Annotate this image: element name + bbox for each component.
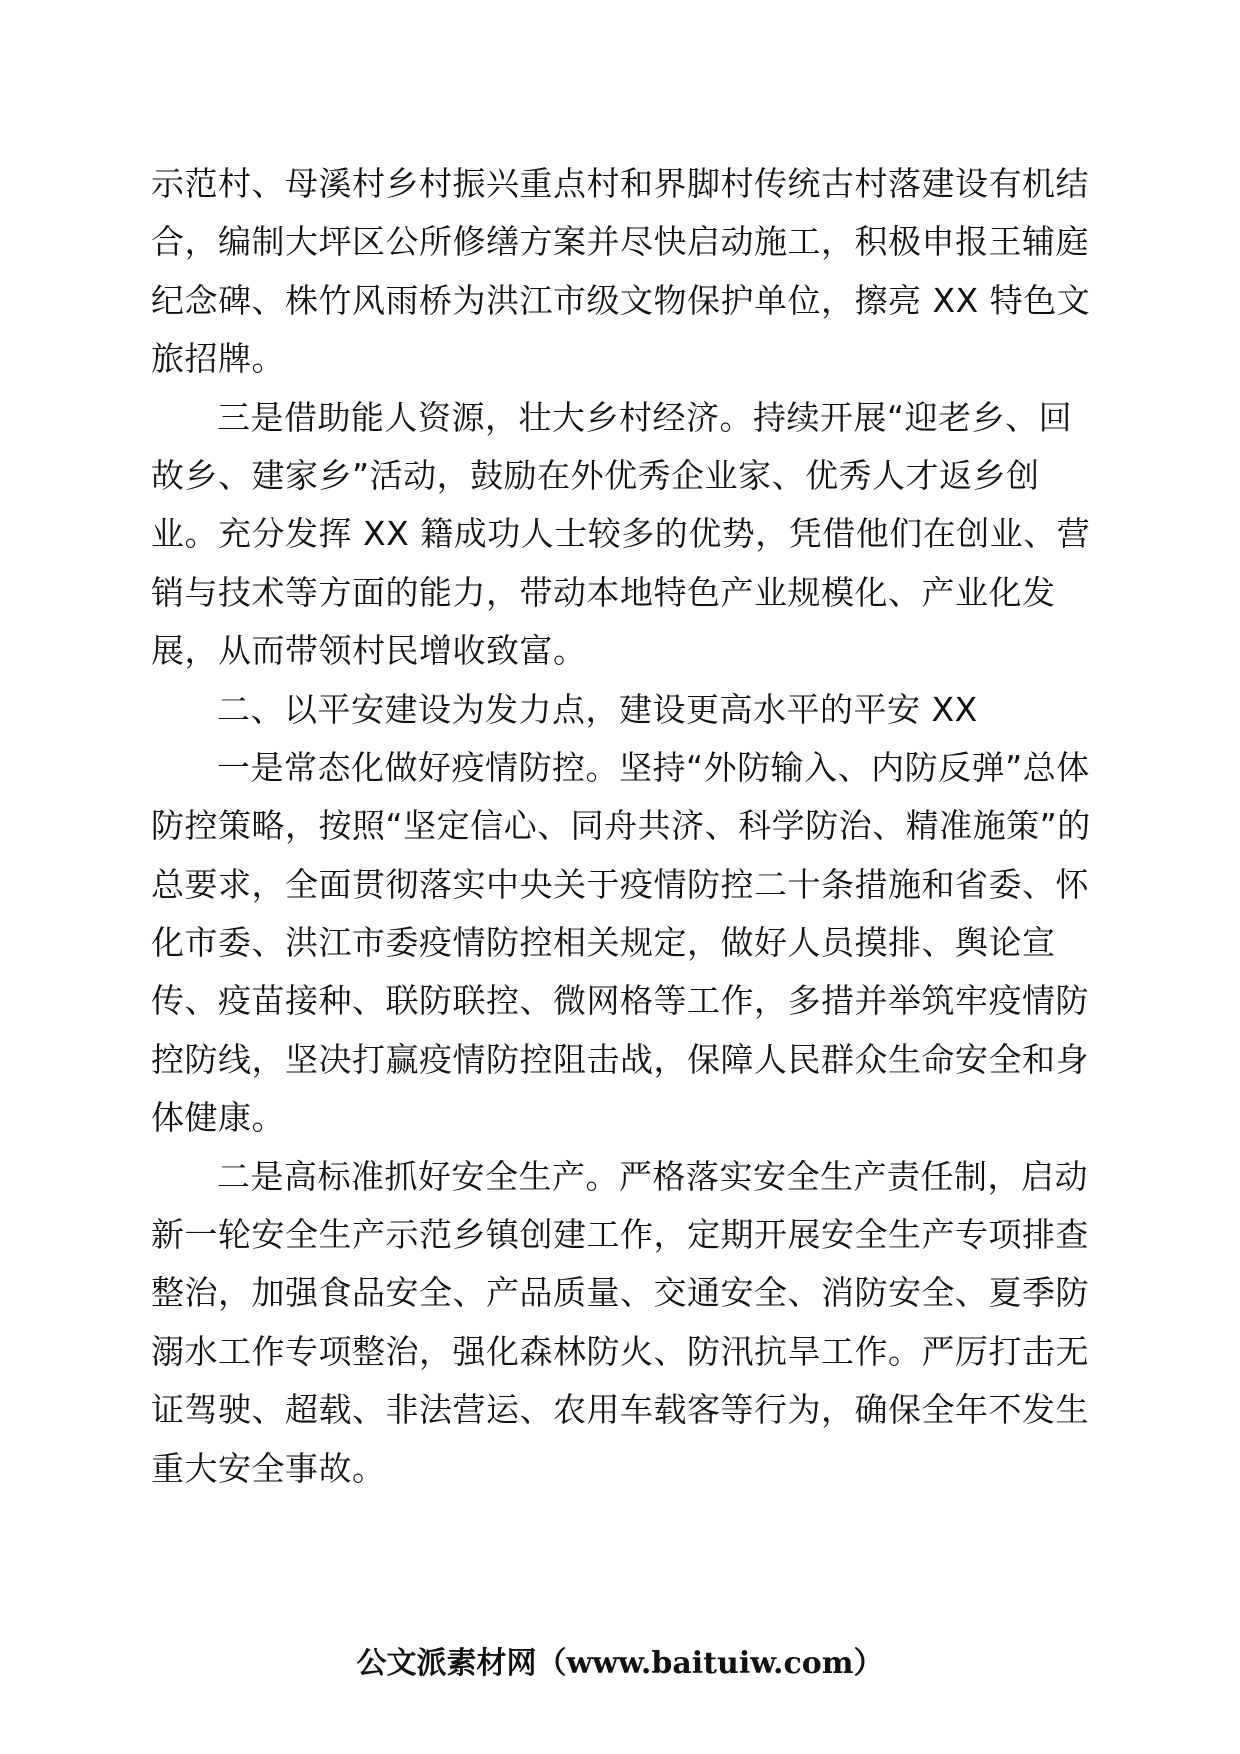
- text-line: 总要求，全面贯彻落实中央关于疫情防控二十条措施和省委、怀: [151, 864, 1089, 904]
- text-line: 一是常态化做好疫情防控。坚持“外防输入、内防反弹”总体: [217, 747, 1090, 787]
- text-line: 防控策略，按照“坚定信心、同舟共济、科学防治、精准施策”的: [151, 806, 1091, 846]
- text-line: 示范村、母溪村乡村振兴重点村和界脚村传统古村落建设有机结: [151, 164, 1089, 203]
- text-line: 故乡、建家乡”活动，鼓励在外优秀企业家、优秀人才返乡创: [151, 455, 1040, 495]
- body-text: [151, 155, 1091, 1498]
- footer-watermark-text: 公文派素材网（www.baituiw.com）: [356, 1646, 884, 1681]
- text-line: 销与技术等方面的能力，带动本地特色产业规模化、产业化发: [151, 572, 1056, 612]
- text-line: 展，从而带领村民增收致富。: [151, 631, 587, 671]
- text-line: 重大安全事故。: [151, 1448, 386, 1488]
- text-line: 传、疫苗接种、联防联控、微网格等工作，多措并举筑牢疫情防: [151, 981, 1089, 1021]
- text-line: 溺水工作专项整治，强化森林防火、防汛抗旱工作。严厉打击无: [151, 1331, 1089, 1371]
- text-line: 二是高标准抓好安全生产。严格落实安全生产责任制，启动: [217, 1156, 1088, 1196]
- text-line: 业。充分发挥 XX 籍成功人士较多的优势，凭借他们在创业、营: [151, 514, 1091, 554]
- text-line: 证驾驶、超载、非法营运、农用车载客等行为，确保全年不发生: [151, 1390, 1089, 1430]
- text-line: 纪念碑、株竹风雨桥为洪江市级文物保护单位，擦亮 XX 特色文: [151, 280, 1091, 320]
- text-line: 旅招牌。: [151, 339, 285, 379]
- section-heading: 二、以平安建设为发力点，建设更高水平的平安 XX: [217, 689, 978, 729]
- text-line: 化市委、洪江市委疫情防控相关规定，做好人员摸排、舆论宣: [151, 923, 1056, 963]
- text-line: 新一轮安全生产示范乡镇创建工作，定期开展安全生产专项排查: [151, 1215, 1089, 1255]
- text-line: 控防线，坚决打赢疫情防控阻击战，保障人民群众生命安全和身: [151, 1039, 1089, 1079]
- text-line: 合，编制大坪区公所修缮方案并尽快启动施工，积极申报王辅庭: [151, 222, 1089, 262]
- text-line: 三是借助能人资源，壮大乡村经济。持续开展“迎老乡、回: [217, 397, 1073, 437]
- text-line: 整治，加强食品安全、产品质量、交通安全、消防安全、夏季防: [151, 1273, 1089, 1313]
- text-line: 体健康。: [151, 1098, 285, 1138]
